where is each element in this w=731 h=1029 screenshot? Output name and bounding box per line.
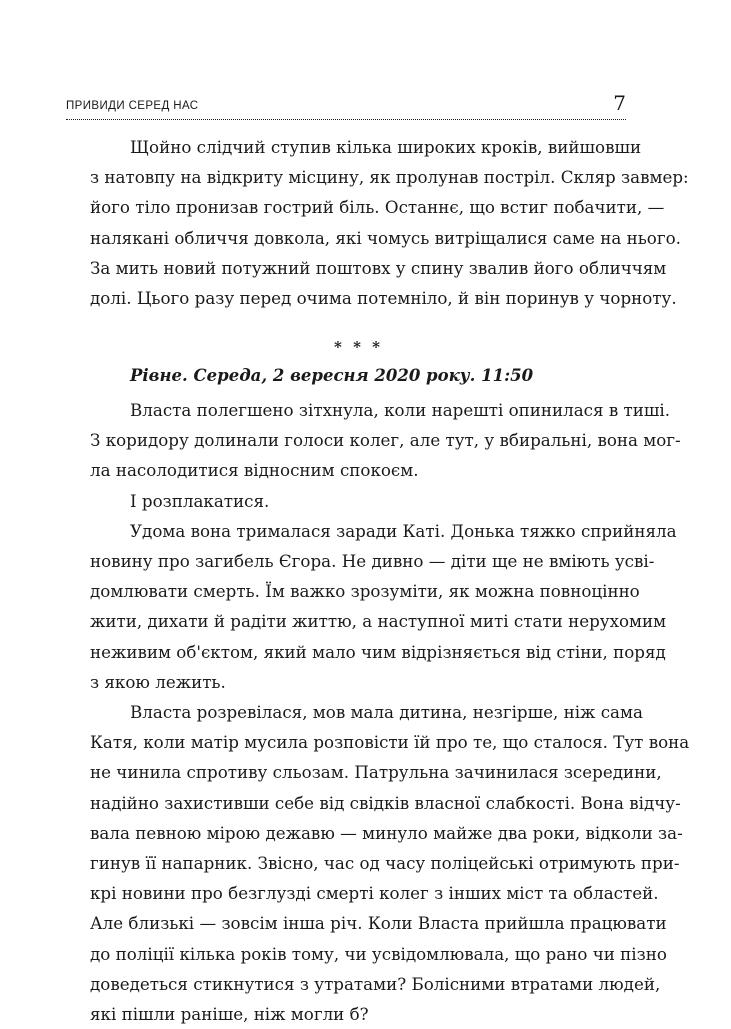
text-line: Щойно слідчий ступив кілька широких кроків, вийшовши (130, 137, 642, 157)
opening-paragraph (90, 132, 689, 313)
text-line: з натовпу на відкриту місцину, як пролунав постріл. Скляр завмер: (90, 167, 689, 188)
running-header (66, 91, 626, 120)
text-line: неживим об'єктом, який мало чим відрізняється від стіни, поряд (90, 641, 666, 662)
text-line: налякані обличчя довкола, які чомусь витріщалися саме на нього. (90, 227, 681, 248)
text-line: надійно захистивши себе від свідків власної слабкості. Вона відчу- (90, 792, 681, 813)
text-line: гинув її напарник. Звісно, час од часу поліцейські отримують при- (90, 853, 680, 874)
text-line: За мить новий потужний поштовх у спину звалив його обличчям (90, 257, 667, 278)
text-line: доведеться стикнутися з утратами? Болісними втратами людей, (90, 973, 661, 994)
text-line: жити, дихати й радіти життю, а наступної миті стати нерухомим (90, 611, 667, 632)
text-line: Удома вона трималася заради Каті. Донька тяжко сприйняла (130, 520, 677, 541)
text-line: які пішли раніше, ніж могли б? (90, 1004, 369, 1025)
text-line: вала певною мірою дежавю — минуло майже два роки, відколи за- (90, 822, 683, 843)
running-title: ПРИВИДИ СЕРЕД НАС (66, 100, 199, 112)
section-separator: * * * (334, 338, 383, 356)
text-line: його тіло пронизав гострий біль. Останнє, що встиг побачити, — (90, 197, 665, 218)
text-line: ла насолодитися відносним спокоєм. (90, 460, 419, 481)
text-line: З коридору долинали голоси колег, але тут, у вбиральні, вона мог- (90, 430, 681, 451)
text-line: до поліції кілька років тому, чи усвідомлювала, що рано чи пізно (90, 943, 667, 964)
page-number: 7 (613, 91, 626, 115)
text-line: Власта полегшено зітхнула, коли нарешті опинилася в тиші. (130, 400, 671, 420)
scene-heading: Рівне. Середа, 2 вересня 2020 року. 11:50 (130, 366, 534, 385)
text-line: з якою лежить. (90, 671, 226, 692)
text-line: Катя, коли матір мусила розповісти їй про те, що сталося. Тут вона (90, 732, 690, 753)
body-text (90, 395, 690, 1029)
text-line: І розплакатися. (130, 490, 270, 511)
text-line: не чинила спротиву сльозам. Патрульна зачинилася зсередини, (90, 762, 662, 783)
text-line: домлювати смерть. Їм важко зрозуміти, як можна повноцінно (90, 581, 640, 602)
text-line: долі. Цього разу перед очима потемніло, й він поринув у чорноту. (90, 288, 677, 309)
text-line: новину про загибель Єгора. Не дивно — діти ще не вміють усві- (90, 551, 655, 572)
header-dotted-rule (66, 119, 626, 120)
text-line: крі новини про безглузді смерті колег з інших міст та областей. (90, 883, 659, 904)
text-line: Власта розревілася, мов мала дитина, незгірше, ніж сама (130, 702, 643, 723)
text-line: Але близькі — зовсім інша річ. Коли Власта прийшла працювати (90, 913, 667, 934)
